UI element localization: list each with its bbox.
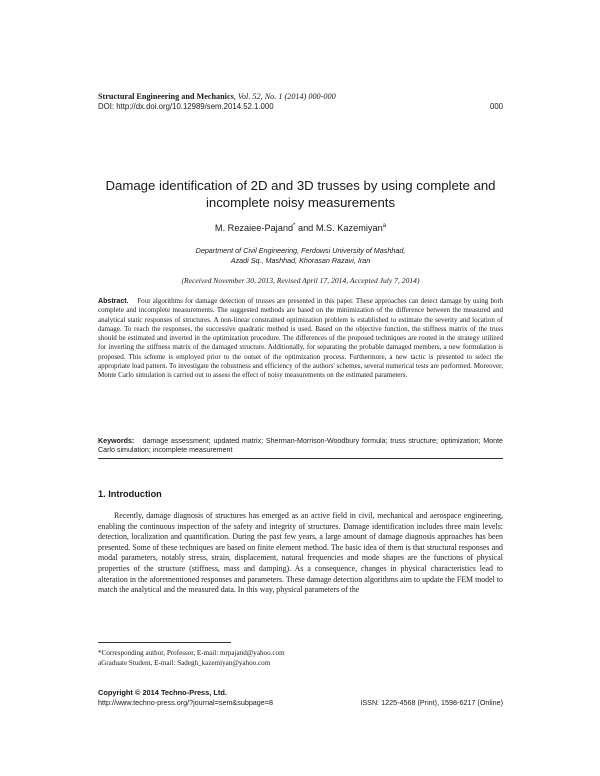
footnote-corresponding: *Corresponding author, Professor, E-mail: mrpajand@yahoo.com [98,649,285,657]
author-1-mark: * [293,223,296,229]
author-conjunction: and [295,223,316,233]
doi: DOI: http://dx.doi.org/10.12989/sem.2014.52.1.000 [98,102,274,111]
author-2: M.S. Kazemiyan [315,223,383,233]
page-number: 000 [489,102,503,111]
affiliation [98,246,503,266]
journal-volume: , Vol. 52, No. 1 (2014) 000-000 [233,92,336,101]
keywords-text: damage assessment; updated matrix; Sherman-Morrison-Woodbury formula; truss structure; optimization; Monte Carlo simulation; incomplete measurement [98,437,503,455]
abstract-label: Abstract. [98,298,129,305]
footnote-divider [98,642,231,643]
section-heading: 1. Introduction [98,489,162,499]
footnotes [98,649,503,668]
introduction-paragraph: Recently, damage diagnosis of structures has emerged as an active field in civil, mechanical and aerospace engineering, enabling the continuous inspection of the safety and integrity of structures. Damage identification includes three main levels: detection, localization and quantification. During the past few years, a large amount of damage diagnosis approaches has been presented. Some of these techniques are based on finite element method. The basic idea of them is that structural responses and modal parameters, notably stress, strain, displacement, natural frequencies and mode shapes are the functions of physical properties of the structure (stiffness, mass and damping). As a consequence, changes in physical characteristics lead to alteration in the aforementioned responses and parameters. These damage detection algorithms aim to update the FEM model to match the analytical and the measured data. In this way, physical parameters of the [98,511,503,595]
abstract-text: Four algorithms for damage detection of trusses are presented in this paper. These approaches can detect damage by using both complete and incomplete measurements. The suggested methods are based on the minimization of the difference between the measured and analytical static responses of structures. A non-linear constrained optimization problem is established to estimate the severity and location of damage. To reach the responses, the successive quadratic method is used. Based on the objective function, the stiffness matrix of the truss should be estimated and inverted in the optimization procedure. The differences of the proposed techniques are rooted in the strategy utilized for inverting the stiffness matrix of the damaged structure. Additionally, for separating the probable damaged members, a new formulation is proposed. This scheme is employed prior to the outset of the optimization process. Furthermore, a new tactic is presented to select the appropriate load pattern. To investigate the robustness and efficiency of the authors' schemes, several numerical tests are performed. Moreover, Monte Carlo simulation is carried out to assess the effect of noisy measurements on the estimated parameters. [98,297,503,380]
keywords [98,437,503,456]
paper-title: Damage identification of 2D and 3D trusses by using complete and incomplete noisy measurements [105,178,496,210]
received-dates: (Received November 30, 2013, Revised April 17, 2014, Accepted July 7, 2014) [181,276,420,285]
keywords-label: Keywords: [98,437,135,445]
author-list [98,222,503,234]
footer-line [98,698,503,708]
author-1: M. Rezaiee-Pajand [214,223,294,233]
footnote-graduate: aGraduate Student, E-mail: Sadegh_kazemiyan@yahoo.com [98,658,271,667]
issn: ISSN: 1225-4568 (Print), 1598-6217 (Online) [360,698,503,707]
journal-citation [98,92,336,102]
author-2-mark: a [382,223,387,229]
abstract [98,297,503,381]
journal-name: Structural Engineering and Mechanics [98,92,234,101]
affiliation-line-2: Azadi Sq., Mashhad, Khorasan Razavi, Iran [230,255,371,265]
affiliation-line-1: Department of Civil Engineering, Ferdowsi University of Mashhad, [195,246,406,255]
doi-line [98,102,503,112]
copyright: Copyright © 2014 Techno-Press, Ltd. [98,688,227,697]
journal-url[interactable]: http://www.techno-press.org/?journal=sem&subpage=8 [98,698,273,707]
keywords-divider [98,458,503,459]
